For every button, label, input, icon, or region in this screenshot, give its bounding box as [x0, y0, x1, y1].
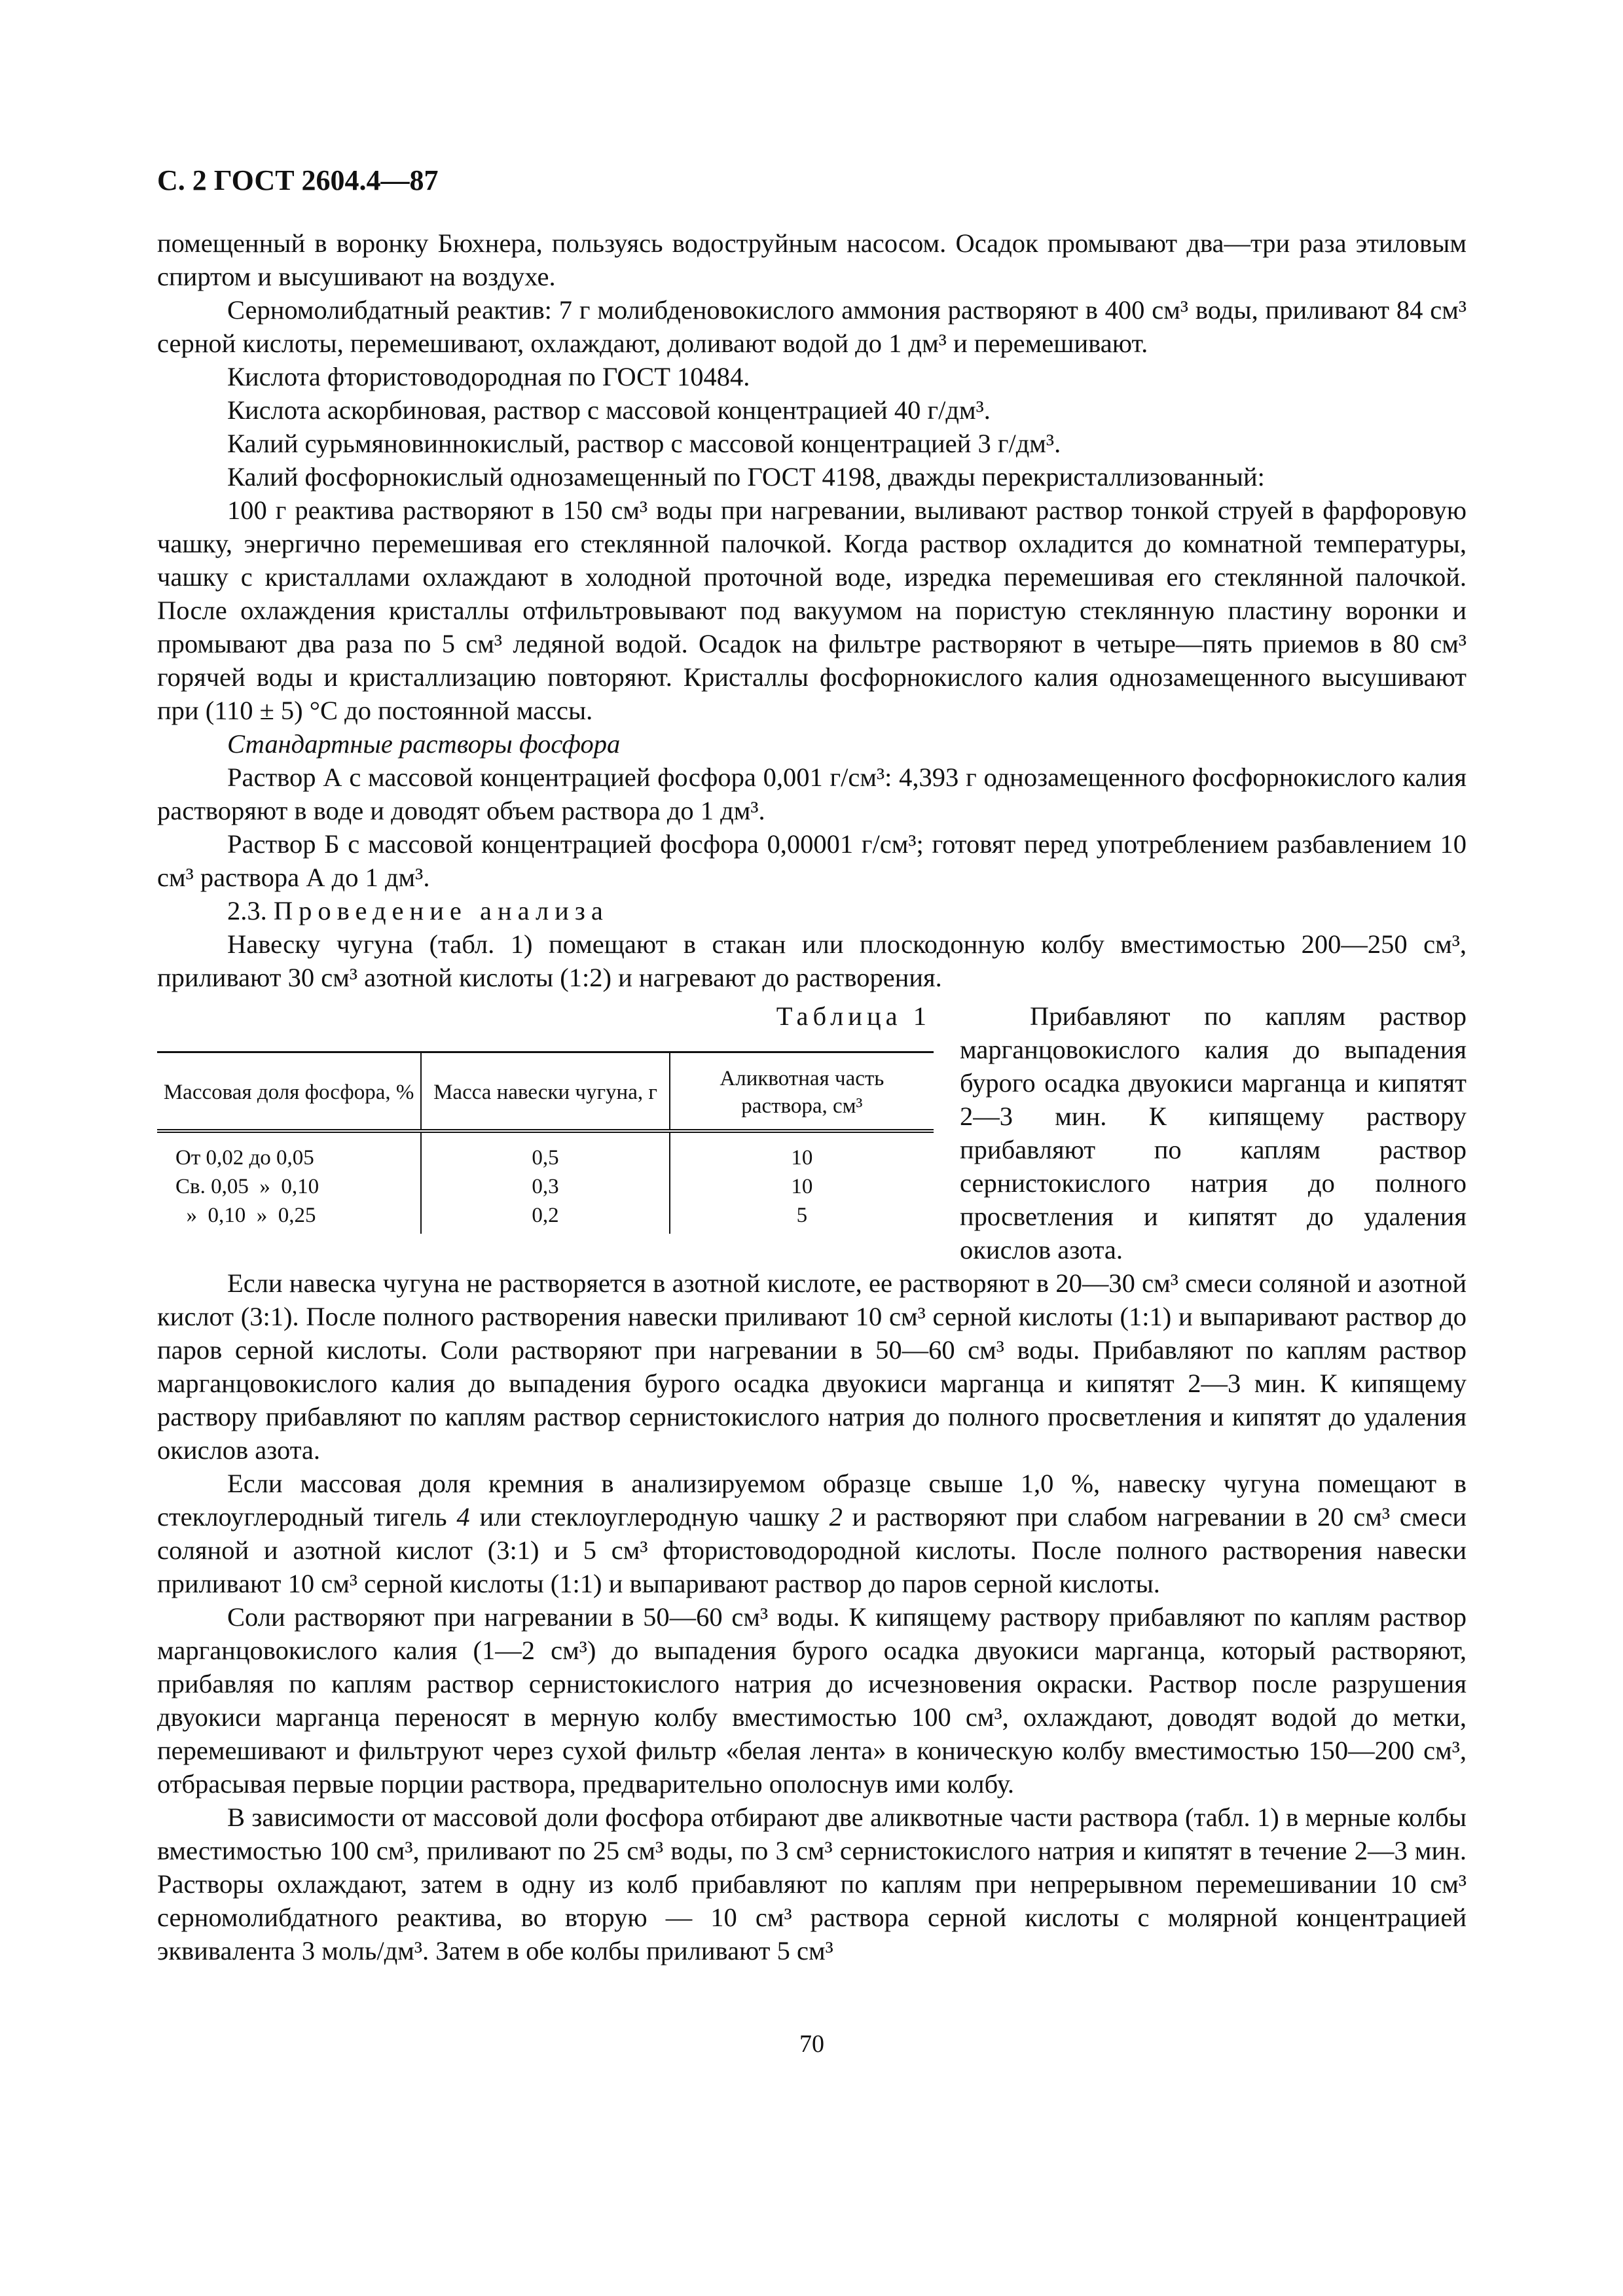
section-heading — [157, 894, 1467, 927]
paragraph: Стандартные растворы фосфора — [227, 729, 621, 759]
table-cell: 0,2 — [421, 1201, 670, 1234]
table-row — [157, 1131, 934, 1172]
paragraph: Кислота фтористоводородная по ГОСТ 10484. — [227, 362, 750, 391]
data-table — [157, 1051, 934, 1234]
table-cell: 10 — [670, 1172, 934, 1201]
column-header: Масса навески чугуна, г — [421, 1052, 670, 1132]
column-header: Аликвотная часть раствора, см³ — [670, 1052, 934, 1132]
paragraph: В зависимости от массовой доли фосфора отбирают две аликвотные части раствора (табл. 1) в мерные колбы вместимостью 100 см³, приливают по 25 см³ воды, по 3 см³ сернистокислого натрия и кипятят в течение 2—3 мин. Растворы охлаждают, затем в одну из колб прибавляют по каплям при непрерывном перемешивании 10 см³ серномолибдатного реактива, во вторую — 10 см³ раствора серной кислоты с молярной концентрацией эквивалента 3 моль/дм³. Затем в обе колбы приливают 5 см³ — [157, 1803, 1467, 1965]
table-cell: От 0,02 до 0,05 — [175, 1146, 314, 1170]
paragraph: Калий фосфорнокислый однозамещенный по ГОСТ 4198, дважды перекристаллизованный: — [227, 462, 1265, 492]
paragraph: Раствор А с массовой концентрацией фосфора 0,001 г/см³: 4,393 г однозамещенного фосфорнокислого калия растворяют в воде и доводят объем раствора до 1 дм³. — [157, 762, 1467, 825]
table-section — [157, 999, 1467, 1266]
table-row — [157, 1172, 934, 1201]
document-page — [157, 164, 1467, 2061]
table-cell: 10 — [670, 1131, 934, 1172]
section-title: Проведение анализа — [273, 896, 609, 925]
table-container — [157, 999, 934, 1234]
paragraph: 100 г реактива растворяют в 150 см³ воды при нагревании, выливают раствор тонкой струей в фарфоровую чашку, энергично перемешивая его стеклянной палочкой. Когда раствор охладится до комнатной температуры, чашку с кристаллами охлаждают в холодной проточной воде, изредка перемешивая его стеклянной палочкой. После охлаждения кристаллы отфильтровывают под вакуумом на пористую стеклянную пластину воронки и промывают два раза по 5 см³ ледяной водой. Осадок на фильтре растворяют в четыре—пять приемов в 80 см³ горячей воды и кристаллизацию повторяют. Кристаллы фосфорнокислого калия однозамещенного высушивают при (110 ± 5) °С до постоянной массы. — [157, 495, 1467, 725]
table-cell: 0,5 — [421, 1131, 670, 1172]
paragraph: Соли растворяют при нагревании в 50—60 см³ воды. К кипящему раствору прибавляют по каплям раствор марганцовокислого калия (1—2 см³) до выпадения бурого осадка двуокиси марганца, который растворяют, прибавляя по каплям раствор сернистокислого натрия до исчезновения окраски. Раствор после разрушения двуокиси марганца переносят в мерную колбу вместимостью 100 см³, охлаждают, доводят водой до метки, перемешивают и фильтруют через сухой фильтр «белая лента» в коническую колбу вместимостью 150—200 см³, отбрасывая первые порции раствора, предварительно ополоснув ими колбу. — [157, 1602, 1467, 1799]
paragraph: Раствор Б с массовой концентрацией фосфора 0,00001 г/см³; готовят перед употреблением разбавлением 10 см³ раствора А до 1 дм³. — [157, 829, 1467, 892]
table-cell: 0,3 — [421, 1172, 670, 1201]
section-number: 2.3. — [227, 896, 267, 925]
table-title: Таблица 1 — [776, 1001, 931, 1031]
table-header-row — [157, 1052, 934, 1132]
paragraph: помещенный в воронку Бюхнера, пользуясь водоструйным насосом. Осадок промывают два—три раза этиловым спиртом и высушивают на воздухе. — [157, 228, 1467, 291]
intro-paragraphs — [157, 226, 1467, 894]
table-cell: 5 — [670, 1201, 934, 1234]
table-cell: » 0,10 » 0,25 — [175, 1204, 316, 1227]
side-text-column — [960, 999, 1467, 1266]
page-number: 70 — [799, 2030, 824, 2058]
table-row — [157, 1201, 934, 1234]
side-paragraph: Прибавляют по каплям раствор марганцовокислого калия до выпадения бурого осадка двуокиси марганца и кипятят 2—3 мин. К кипящему раствору прибавляют по каплям раствор сернистокислого натрия до полного просветления и кипятят до удаления окислов азота. — [960, 1001, 1467, 1265]
paragraph: Кислота аскорбиновая, раствор с массовой концентрацией 40 г/дм³. — [227, 395, 991, 425]
paragraph: Если навеска чугуна не растворяется в азотной кислоте, ее растворяют в 20—30 см³ смеси соляной и азотной кислот (3:1). После полного растворения навески приливают 10 см³ серной кислоты (1:1) и выпаривают раствор до паров серной кислоты. Соли растворяют при нагревании в 50—60 см³ воды. Прибавляют по каплям раствор марганцовокислого калия до выпадения бурого осадка двуокиси марганца и кипятят 2—3 мин. К кипящему раствору прибавляют по каплям раствор сернистокислого натрия до полного просветления и кипятят до удаления окислов азота. — [157, 1268, 1467, 1465]
paragraph-silicon: Если массовая доля кремния в анализируемом образце свыше 1,0 %, навеску чугуна помещают в стеклоуглеродный тигель 4 или стеклоуглеродную чашку 2 и растворяют при слабом нагревании в 20 см³ смеси соляной и азотной кислот (3:1) и 5 см³ фтористоводородной кислоты. После полного растворения навески приливают 10 см³ серной кислоты (1:1) и выпаривают раствор до паров серной кислоты. — [157, 1469, 1467, 1598]
table-cell: Св. 0,05 » 0,10 — [175, 1175, 319, 1198]
paragraph-sample: Навеску чугуна (табл. 1) помещают в стакан или плоскодонную колбу вместимостью 200—250 см³, приливают 30 см³ азотной кислоты (1:2) и нагревают до растворения. — [157, 929, 1467, 992]
paragraph: Калий сурьмяновиннокислый, раствор с массовой концентрацией 3 г/дм³. — [227, 429, 1061, 458]
paragraph: Серномолибдатный реактив: 7 г молибденовокислого аммония растворяют в 400 см³ воды, приливают 84 см³ серной кислоты, перемешивают, охлаждают, доливают водой до 1 дм³ и перемешивают. — [157, 295, 1467, 358]
column-header: Массовая доля фосфора, % — [157, 1052, 421, 1132]
page-header: С. 2 ГОСТ 2604.4—87 — [157, 164, 439, 196]
